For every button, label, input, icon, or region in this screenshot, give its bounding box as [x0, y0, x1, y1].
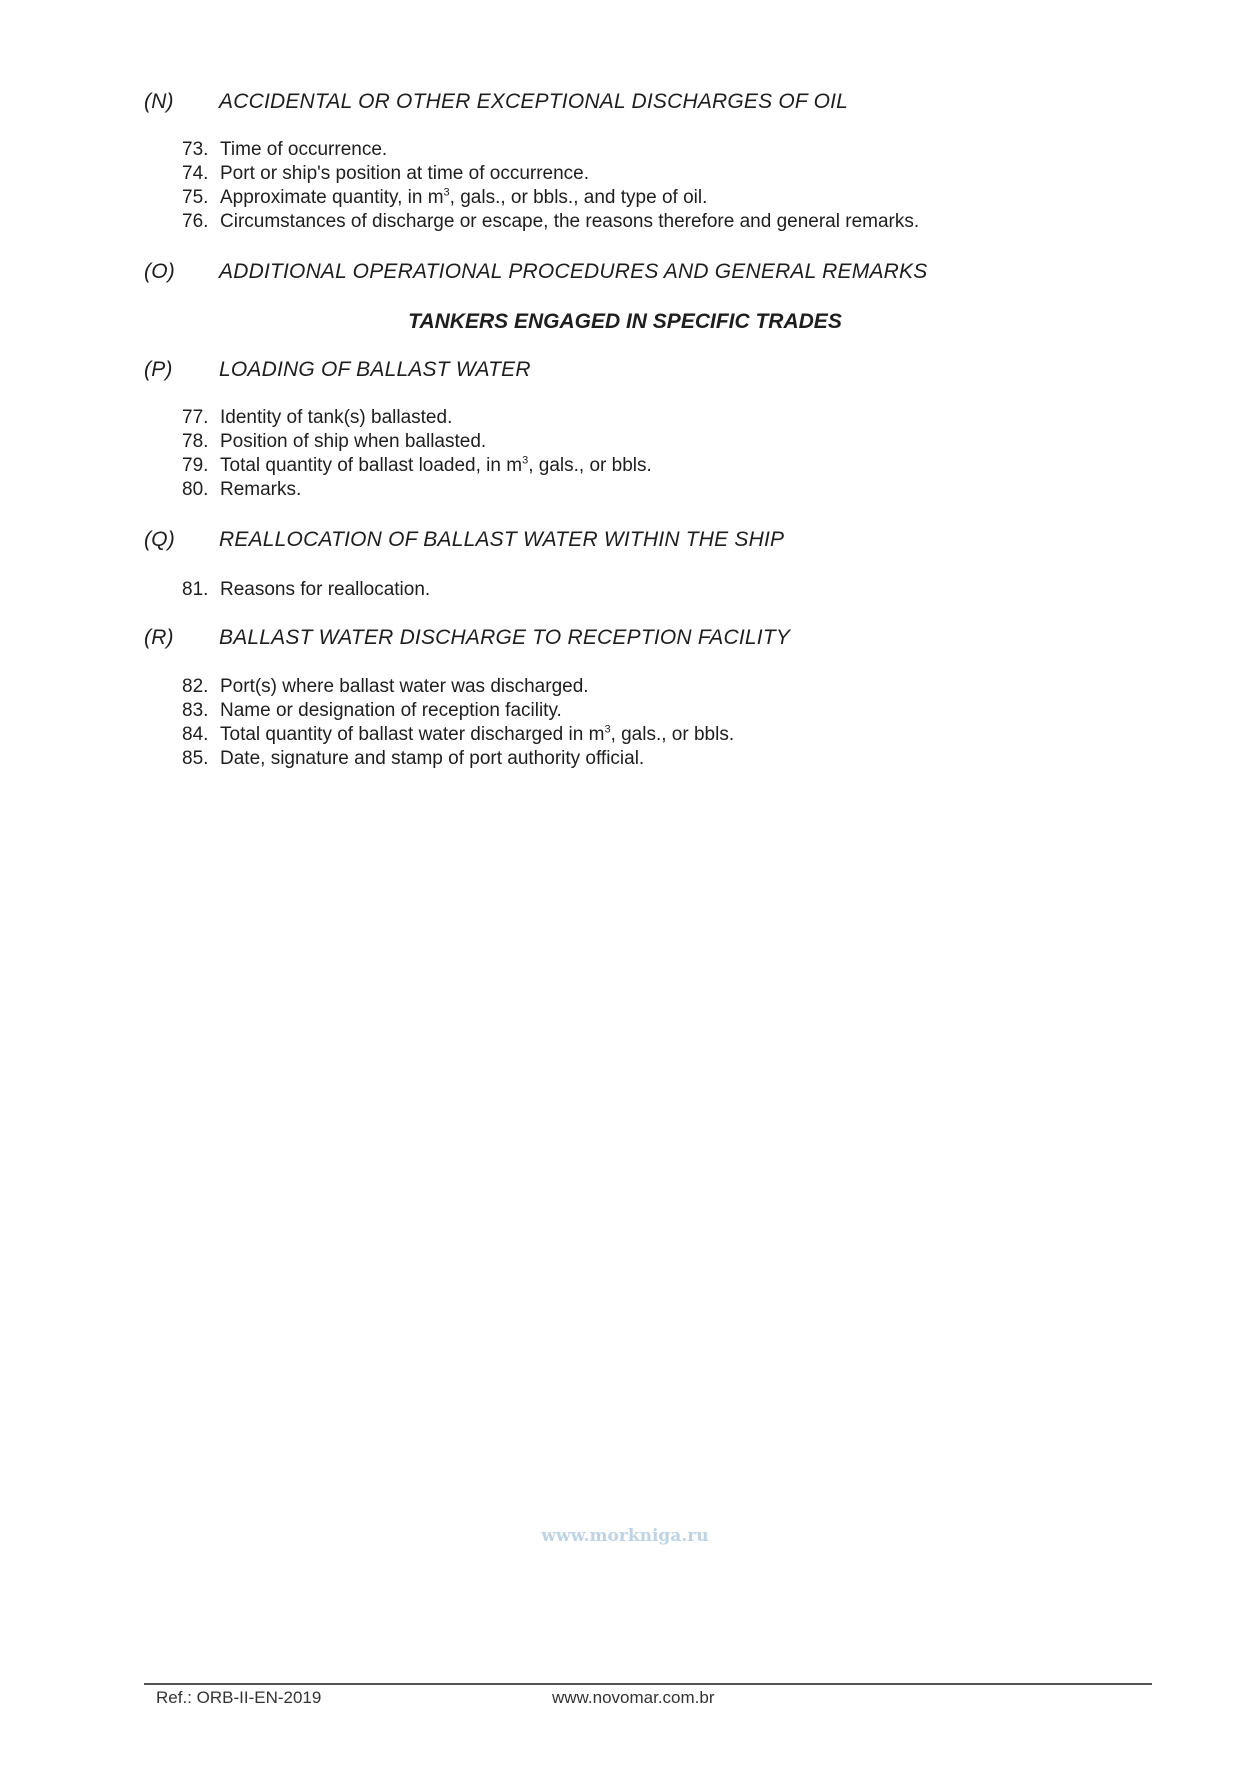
- section-letter: (P): [144, 358, 173, 381]
- item-text: Port(s) where ballast water was discharged.: [220, 676, 589, 697]
- list-item: [182, 723, 734, 747]
- footer-reference: Ref.: ORB-II-EN-2019: [156, 1688, 322, 1707]
- section-heading-q: [144, 528, 784, 552]
- list-item: [182, 699, 734, 723]
- list-item: [182, 675, 734, 699]
- item-text-tail: , gals., or bbls.: [528, 455, 652, 476]
- list-item: [182, 430, 652, 454]
- superscript: 3: [443, 186, 450, 199]
- item-list-r: [182, 675, 734, 771]
- section-heading-p: [144, 358, 531, 382]
- item-text: Port or ship's position at time of occurrence.: [220, 163, 590, 184]
- item-number: 73.: [182, 139, 209, 160]
- list-item: [182, 478, 652, 502]
- item-text: Name or designation of reception facility.: [220, 700, 562, 721]
- item-text: Time of occurrence.: [220, 139, 388, 160]
- section-letter: (Q): [144, 528, 175, 551]
- section-heading-o: [144, 260, 927, 284]
- item-number: 78.: [182, 431, 209, 452]
- superscript: 3: [604, 723, 611, 736]
- item-number: 84.: [182, 724, 209, 745]
- list-item: [182, 162, 919, 186]
- item-text: Circumstances of discharge or escape, the reasons therefore and general remarks.: [220, 211, 920, 232]
- section-heading-n: [144, 90, 848, 114]
- list-item: [182, 186, 919, 210]
- item-text: Date, signature and stamp of port authority official.: [220, 748, 645, 769]
- list-item: [182, 578, 430, 602]
- section-title: ADDITIONAL OPERATIONAL PROCEDURES AND GENERAL REMARKS: [219, 260, 928, 283]
- list-item: [182, 406, 652, 430]
- section-heading-r: [144, 626, 790, 650]
- item-number: 79.: [182, 455, 209, 476]
- item-text: Total quantity of ballast water discharged in m: [220, 724, 605, 745]
- superscript: 3: [522, 454, 529, 467]
- item-text: Identity of tank(s) ballasted.: [220, 407, 453, 428]
- center-heading: TANKERS ENGAGED IN SPECIFIC TRADES: [408, 310, 842, 333]
- list-item: [182, 454, 652, 478]
- item-list-q: [182, 578, 430, 602]
- footer-divider: [144, 1683, 1152, 1685]
- item-number: 77.: [182, 407, 209, 428]
- item-list-p: [182, 406, 652, 502]
- list-item: [182, 747, 734, 771]
- section-letter: (O): [144, 260, 175, 283]
- item-text-tail: , gals., or bbls., and type of oil.: [449, 187, 708, 208]
- item-list-n: [182, 138, 919, 234]
- item-number: 81.: [182, 579, 209, 600]
- item-number: 85.: [182, 748, 209, 769]
- item-number: 82.: [182, 676, 209, 697]
- item-number: 76.: [182, 211, 209, 232]
- section-title: BALLAST WATER DISCHARGE TO RECEPTION FACILITY: [219, 626, 791, 649]
- footer-url: www.novomar.com.br: [552, 1688, 715, 1707]
- item-number: 83.: [182, 700, 209, 721]
- item-text: Approximate quantity, in m: [220, 187, 444, 208]
- list-item: [182, 210, 919, 234]
- item-text: Reasons for reallocation.: [220, 579, 431, 600]
- item-number: 80.: [182, 479, 209, 500]
- item-number: 74.: [182, 163, 209, 184]
- section-letter: (N): [144, 90, 174, 113]
- section-letter: (R): [144, 626, 174, 649]
- list-item: [182, 138, 919, 162]
- item-text-tail: , gals., or bbls.: [610, 724, 735, 745]
- item-text: Remarks.: [220, 479, 302, 500]
- section-title: LOADING OF BALLAST WATER: [219, 358, 531, 381]
- section-title: REALLOCATION OF BALLAST WATER WITHIN THE SHIP: [219, 528, 785, 551]
- item-text: Total quantity of ballast loaded, in m: [220, 455, 523, 476]
- watermark: www.morkniga.ru: [541, 1526, 709, 1546]
- item-text: Position of ship when ballasted.: [220, 431, 487, 452]
- section-title: ACCIDENTAL OR OTHER EXCEPTIONAL DISCHARGES OF OIL: [219, 90, 849, 113]
- item-number: 75.: [182, 187, 209, 208]
